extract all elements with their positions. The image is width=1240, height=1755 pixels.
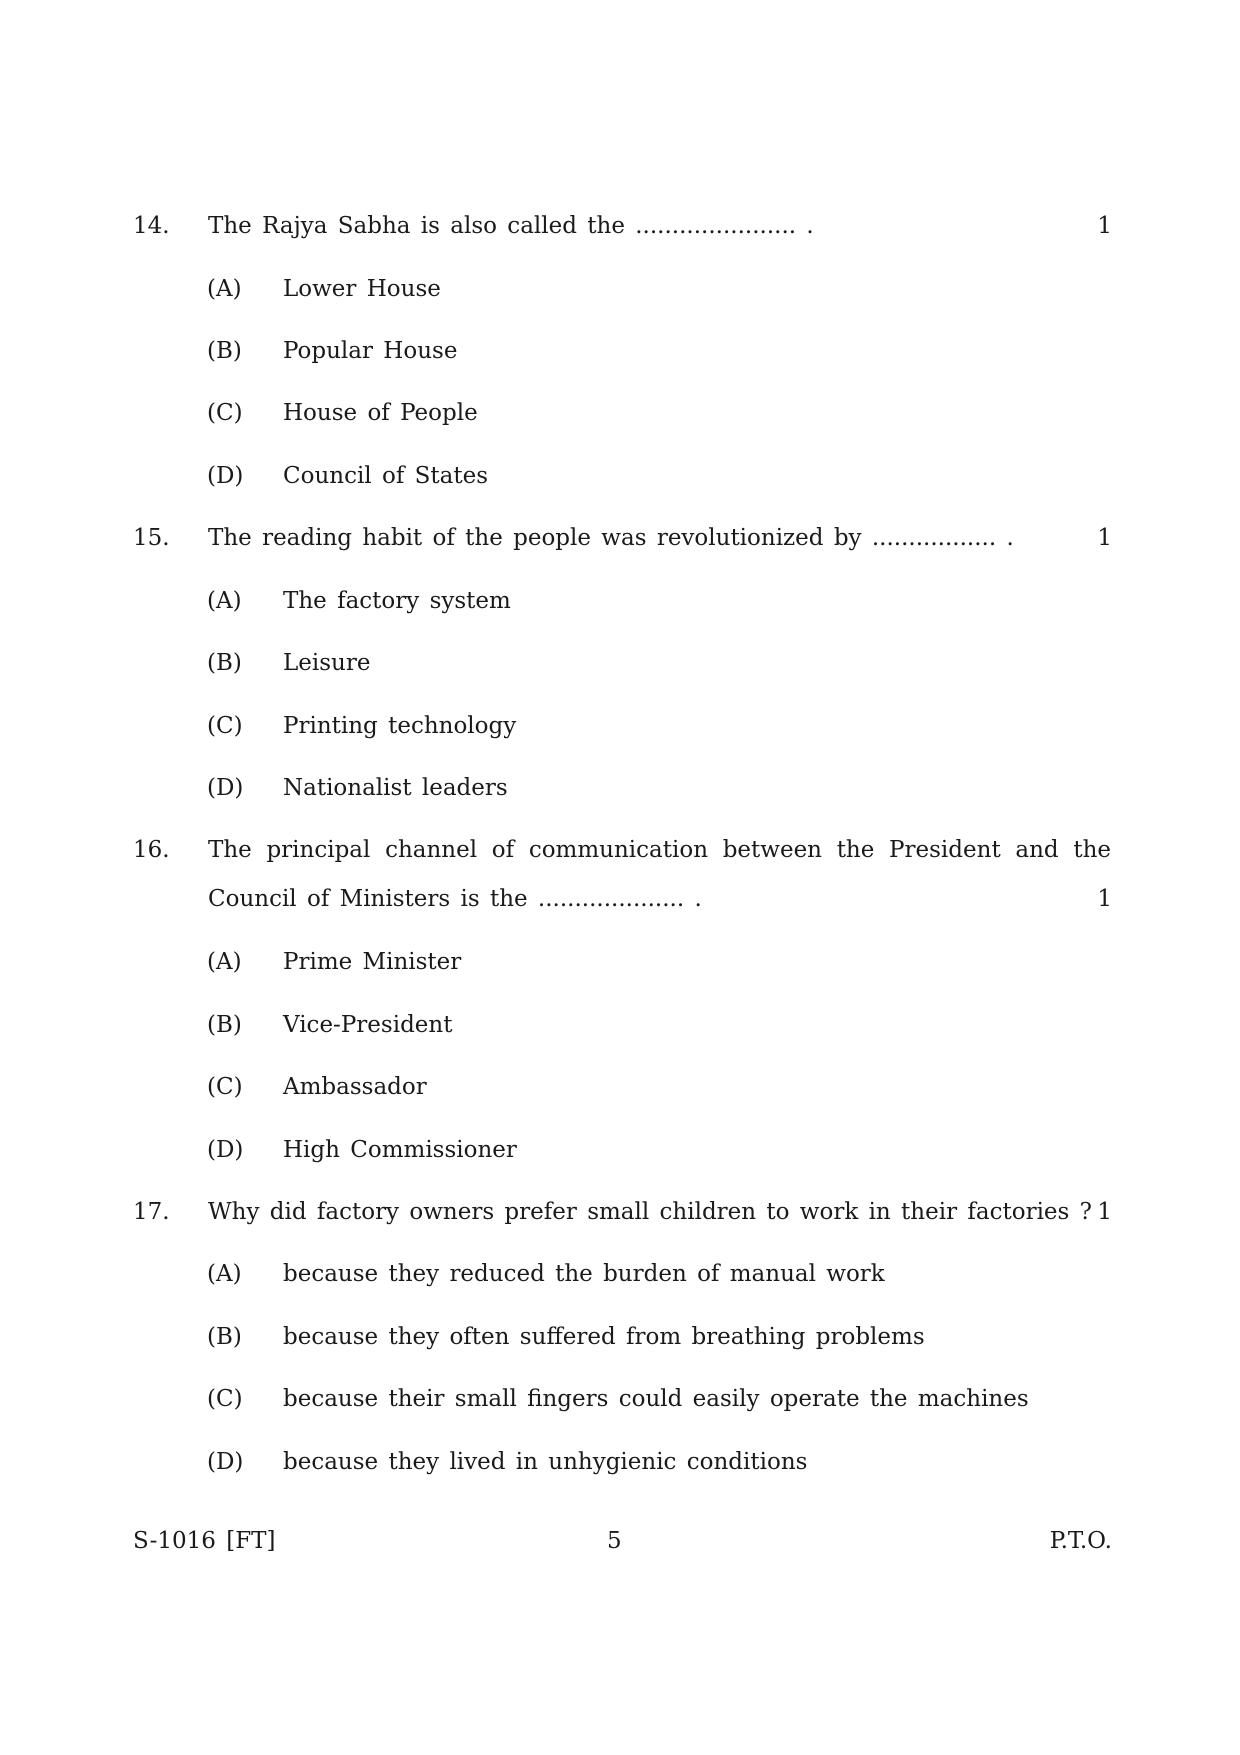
page-footer [0, 1521, 1240, 1561]
option-b [0, 1005, 1240, 1045]
question-text-line1: The principal channel of communication between the President and the [208, 837, 1111, 863]
option-a [0, 1254, 1240, 1294]
option-label: (A) [207, 588, 242, 614]
option-c [0, 1067, 1240, 1107]
question-16-continued [0, 879, 1240, 919]
option-a [0, 581, 1240, 621]
option-text: Nationalist leaders [283, 775, 508, 801]
option-text: because they lived in unhygienic conditions [283, 1449, 808, 1475]
option-label: (C) [207, 1074, 243, 1100]
question-number: 16. [133, 837, 170, 863]
question-text-line2: Council of Ministers is the .................... . [208, 886, 702, 912]
option-text: House of People [283, 400, 478, 426]
option-label: (B) [207, 1012, 242, 1038]
pto-label: P.T.O. [1049, 1528, 1112, 1554]
option-text: Vice-President [283, 1012, 453, 1038]
question-marks: 1 [1097, 525, 1112, 551]
option-text: Council of States [283, 463, 489, 489]
paper-code: S-1016 [FT] [133, 1528, 276, 1554]
option-label: (B) [207, 338, 242, 364]
option-d [0, 768, 1240, 808]
option-text: Prime Minister [283, 949, 462, 975]
option-text: Lower House [283, 276, 441, 302]
option-c [0, 1379, 1240, 1419]
option-d [0, 1442, 1240, 1482]
option-text: The factory system [283, 588, 511, 614]
option-label: (C) [207, 1386, 243, 1412]
option-a [0, 942, 1240, 982]
option-text: Printing technology [283, 713, 517, 739]
question-17 [0, 1192, 1240, 1232]
question-number: 14. [133, 213, 170, 239]
option-c [0, 706, 1240, 746]
option-label: (D) [207, 1137, 244, 1163]
option-label: (C) [207, 713, 243, 739]
option-label: (A) [207, 1261, 242, 1287]
question-text: Why did factory owners prefer small children to work in their factories ? [208, 1199, 1092, 1225]
option-label: (A) [207, 949, 242, 975]
option-text: Popular House [283, 338, 458, 364]
option-d [0, 456, 1240, 496]
option-text: because they reduced the burden of manual work [283, 1261, 885, 1287]
question-15 [0, 518, 1240, 558]
option-text: because they often suffered from breathing problems [283, 1324, 925, 1350]
option-b [0, 331, 1240, 371]
question-14 [0, 206, 1240, 246]
question-number: 17. [133, 1199, 170, 1225]
option-label: (C) [207, 400, 243, 426]
option-label: (B) [207, 650, 242, 676]
question-text: The reading habit of the people was revolutionized by ................. . [208, 525, 1014, 551]
option-a [0, 269, 1240, 309]
option-text: Leisure [283, 650, 371, 676]
question-number: 15. [133, 525, 170, 551]
option-text: Ambassador [283, 1074, 427, 1100]
option-b [0, 643, 1240, 683]
option-b [0, 1317, 1240, 1357]
option-label: (D) [207, 1449, 244, 1475]
question-text: The Rajya Sabha is also called the ...................... . [208, 213, 814, 239]
question-marks: 1 [1097, 1199, 1112, 1225]
option-text: because their small fingers could easily operate the machines [283, 1386, 1029, 1412]
option-label: (B) [207, 1324, 242, 1350]
question-16 [0, 830, 1240, 870]
option-label: (A) [207, 276, 242, 302]
option-c [0, 393, 1240, 433]
question-marks: 1 [1097, 886, 1112, 912]
option-label: (D) [207, 463, 244, 489]
option-d [0, 1130, 1240, 1170]
option-text: High Commissioner [283, 1137, 517, 1163]
page-number: 5 [607, 1528, 622, 1554]
option-label: (D) [207, 775, 244, 801]
question-marks: 1 [1097, 213, 1112, 239]
